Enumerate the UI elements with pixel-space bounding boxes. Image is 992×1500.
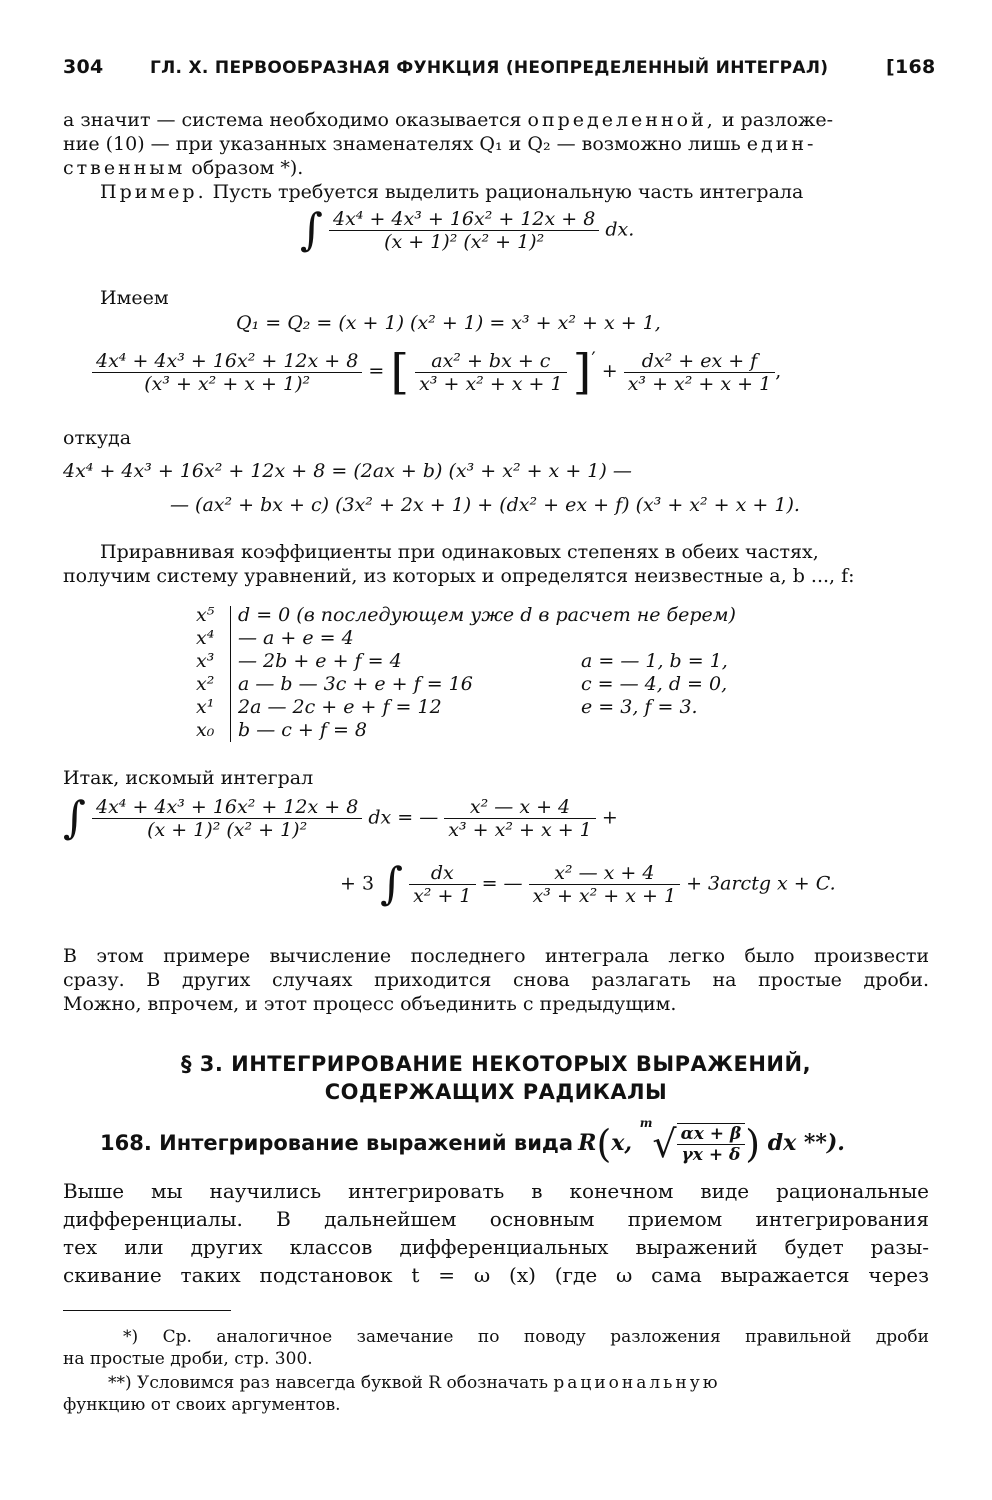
running-title: ГЛ. X. ПЕРВООБРАЗНАЯ ФУНКЦИЯ (НЕОПРЕДЕЛЕННЫЙ ИНТЕГРАЛ) xyxy=(150,58,829,78)
fraction-numerator: x² — x + 4 xyxy=(469,796,571,818)
intro-text: а значит — система необходимо оказывается xyxy=(63,109,522,131)
fraction-denominator: x³ + x² + x + 1 xyxy=(624,372,775,395)
fraction-denominator: γx + δ xyxy=(677,1144,746,1165)
plus-sign: + xyxy=(601,806,618,829)
identity-line-2: — (ax² + bx + c) (3x² + 2x + 1) + (dx² + ex + f) (x³ + x² + x + 1). xyxy=(170,494,800,516)
intro-emphasis: определенной, xyxy=(527,109,716,131)
integral-sign: ∫ xyxy=(63,792,86,844)
integral-sign: ∫ xyxy=(380,858,404,910)
footnote-text: **) Условимся раз навсегда буквой R обозначать xyxy=(108,1373,548,1393)
whence-label: откуда xyxy=(63,427,132,449)
body-line-4: скивание таких подстановок t = ω (x) (где ω сама выражается через xyxy=(63,1263,929,1287)
integral-sign: ∫ xyxy=(300,204,323,256)
footnote-2-line-2: функцию от своих аргументов. xyxy=(63,1395,341,1415)
result-line-1 xyxy=(63,792,618,844)
arctg-tail: + 3arctg x + C. xyxy=(686,872,836,895)
section-ref: [168 xyxy=(886,56,936,78)
power-label: x¹ xyxy=(196,696,215,718)
rational-part-fraction xyxy=(529,862,680,907)
example-line xyxy=(100,180,803,204)
footnote-1-line-1 xyxy=(63,1326,929,1348)
function-R: R xyxy=(578,1130,597,1156)
power-label: x³ xyxy=(196,650,215,672)
left-bracket: [ xyxy=(390,344,410,400)
fraction-numerator: 4x⁴ + 4x³ + 16x² + 12x + 8 xyxy=(95,796,359,818)
right-bracket: ] xyxy=(572,344,592,400)
power-label: x⁵ xyxy=(196,604,215,626)
differential: dx. xyxy=(605,218,635,241)
fraction-numerator: dx xyxy=(430,862,454,884)
power-label: x⁴ xyxy=(196,627,215,649)
identity-line-1: 4x⁴ + 4x³ + 16x² + 12x + 8 = (2ax + b) (x³ + x² + x + 1) — xyxy=(63,460,632,482)
body-line-3: тех или других классов дифференциальных выражений будет разы- xyxy=(63,1235,929,1259)
system-equation: 2a — 2c + e + f = 12 xyxy=(238,696,442,718)
system-divider xyxy=(230,606,231,742)
argument-x: x, xyxy=(611,1130,633,1156)
radicand-fraction xyxy=(677,1123,746,1165)
intro-text: образом *). xyxy=(191,157,304,179)
fraction-denominator: x³ + x² + x + 1 xyxy=(529,884,680,907)
system-equation: — 2b + e + f = 4 xyxy=(238,650,402,672)
body-line-1: Выше мы научились интегрировать в конечном виде рациональные xyxy=(63,1179,929,1203)
system-equation: — a + e = 4 xyxy=(238,627,354,649)
remaining-integral-fraction xyxy=(409,862,475,907)
system-solution: c = — 4, d = 0, xyxy=(581,673,728,695)
intro-text: и разложе- xyxy=(721,109,834,131)
fraction-numerator: 4x⁴ + 4x³ + 16x² + 12x + 8 xyxy=(332,208,596,230)
power-label: x₀ xyxy=(196,719,215,741)
system-solution: a = — 1, b = 1, xyxy=(581,650,728,672)
example-integral xyxy=(300,204,635,256)
footnote-emphasis: рациональную xyxy=(553,1373,721,1393)
closing-line-3: Можно, впрочем, и этот процесс объединить с предыдущим. xyxy=(63,993,677,1015)
intro-emphasis: един- xyxy=(746,133,817,155)
system-solution xyxy=(581,604,728,627)
rational-part-fraction xyxy=(444,796,595,841)
system-equation: b — c + f = 8 xyxy=(238,719,368,741)
equals-minus: dx = — xyxy=(368,806,439,829)
page-number: 304 xyxy=(63,56,104,78)
fraction-denominator: (x³ + x² + x + 1)² xyxy=(92,372,362,395)
intro-text: ние (10) — при указанных знаменателях Q₁ и Q₂ — возможно лишь xyxy=(63,133,741,155)
intro-line-3 xyxy=(63,156,303,180)
system-equation: a — b — 3c + e + f = 16 xyxy=(238,673,473,695)
have-label: Имеем xyxy=(100,287,169,309)
subsection-tail: dx **). xyxy=(767,1130,845,1156)
system-solution xyxy=(581,627,728,650)
fraction-denominator: x² + 1 xyxy=(409,884,475,907)
power-column xyxy=(196,604,226,742)
example-lead: Пример. xyxy=(100,181,207,203)
q-equation: Q₁ = Q₂ = (x + 1) (x² + 1) = x³ + x² + x + 1, xyxy=(236,312,661,334)
fraction-denominator: (x + 1)² (x² + 1)² xyxy=(329,230,599,253)
equating-line-1: Приравнивая коэффициенты при одинаковых степенях в обеих частях, xyxy=(100,541,819,563)
fraction-numerator: dx² + ex + f xyxy=(641,349,758,372)
solution-column xyxy=(581,604,728,719)
root-index: m xyxy=(639,1116,653,1130)
closing-line-2: сразу. В других случаях приходится снова разлагать на простые дроби. xyxy=(63,969,929,991)
section-title-line-1: § 3. ИНТЕГРИРОВАНИЕ НЕКОТОРЫХ ВЫРАЖЕНИЙ, xyxy=(180,1052,812,1076)
fraction-denominator: (x + 1)² (x² + 1)² xyxy=(92,818,362,841)
intro-line-1 xyxy=(63,108,929,132)
example-text: Пусть требуется выделить рациональную часть интеграла xyxy=(212,181,804,203)
integrand-fraction xyxy=(92,796,362,841)
system-equation: d = 0 (в последующем уже d в расчет не берем) xyxy=(238,604,736,626)
bracket-fraction xyxy=(415,350,566,395)
fraction-numerator: x² — x + 4 xyxy=(554,862,655,884)
equals-minus: = — xyxy=(481,872,523,895)
footnote-rule xyxy=(63,1310,231,1311)
integrand-fraction xyxy=(329,208,599,253)
coefficient: + 3 xyxy=(340,872,375,895)
second-fraction xyxy=(624,350,775,395)
lhs-fraction xyxy=(92,350,362,395)
system-solution: e = 3, f = 3. xyxy=(581,696,698,718)
fraction-numerator: αx + β xyxy=(680,1124,742,1144)
body-line-2: дифференциалы. В дальнейшем основным приемом интегрирования xyxy=(63,1207,929,1231)
subsection-heading xyxy=(100,1116,845,1166)
closing-line-1: В этом примере вычисление последнего интеграла легко было произвести xyxy=(63,945,929,967)
section-title-line-2: СОДЕРЖАЩИХ РАДИКАЛЫ xyxy=(324,1080,668,1104)
result-label: Итак, искомый интеграл xyxy=(63,767,314,789)
footnote-1-line-2: на простые дроби, стр. 300. xyxy=(63,1349,313,1369)
equating-line-2: получим систему уравнений, из которых и определятся неизвестные a, b ..., f: xyxy=(63,565,855,587)
fraction-denominator: x³ + x² + x + 1 xyxy=(444,818,595,841)
power-label: x² xyxy=(196,673,215,695)
fraction-denominator: x³ + x² + x + 1 xyxy=(415,372,566,395)
fraction-numerator: 4x⁴ + 4x³ + 16x² + 12x + 8 xyxy=(96,349,359,372)
subsection-title: 168. Интегрирование выражений вида xyxy=(100,1131,574,1155)
intro-emphasis: ственным xyxy=(63,157,186,179)
intro-line-2 xyxy=(63,132,929,156)
result-line-2 xyxy=(340,858,836,910)
footnote-text: *) Ср. аналогичное замечание по поводу разложения правильной дроби xyxy=(123,1327,929,1347)
fraction-numerator: ax² + bx + c xyxy=(431,349,551,372)
decomposition-equation: $\frac{\text{4x⁴ + 4x³ + 16x² + 12x + 8}}{\text{(x³ + x² + x + 1)²}}$ = [ $\frac{\text{ax² + bx + c}}{\text{x³ + x² + x + 1}}$ ]′ + $\frac{\text{dx² + ex + f}}{\text{x³ + x² + x + 1}}$ , xyxy=(92,348,781,396)
footnote-2-line-1 xyxy=(108,1372,929,1394)
subsection-formula: R(x, $^m$√ $\frac{\alpha x + \beta}{\gamma x + \delta}$ ) dx **). xyxy=(578,1116,845,1166)
